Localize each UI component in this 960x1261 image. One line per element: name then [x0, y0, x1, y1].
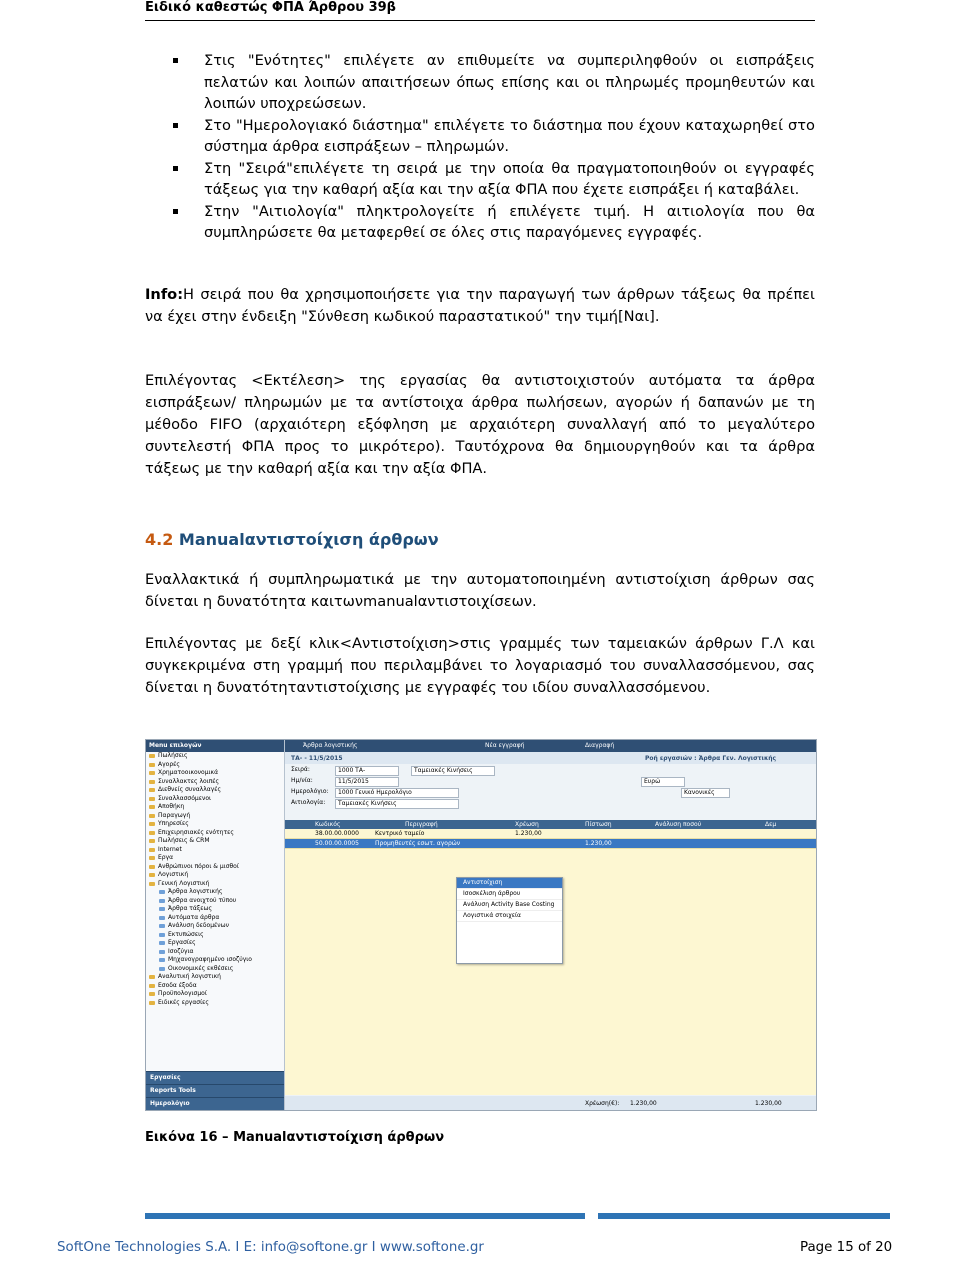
- tree-subitem[interactable]: Οικονομικές εκθέσεις: [146, 965, 284, 974]
- journal-field[interactable]: 1000 Γενικό Ημερολόγιο: [335, 788, 459, 798]
- document-body: [145, 50, 815, 699]
- section-title: Manualαντιστοίχιση άρθρων: [178, 529, 439, 549]
- tree-item[interactable]: Συναλλακτες λοιπές: [146, 778, 284, 787]
- grid-header: Κωδικός Περιγραφή Χρέωση Πίστωση Ανάλυση ποσού Δεμ: [285, 820, 816, 829]
- tree-subitem[interactable]: Εκτυπώσεις: [146, 931, 284, 940]
- record-id: ΤΑ- - 11/5/2015: [291, 755, 343, 762]
- page-header-title: Ειδικό καθεστώς ΦΠΑ Άρθρου 39β: [145, 0, 396, 15]
- menu-sidebar: [146, 740, 285, 1110]
- list-item: Στις "Ενότητες" επιλέγετε αν επιθυμείτε να συμπεριληφθούν οι εισπράξεις πελατών και λοιπών απαιτήσεων όπως επίσης και οι πληρωμές προμηθευτών και λοιπών υποχρεώσεων.: [145, 50, 815, 115]
- reason-field[interactable]: Ταμειακές Κινήσεις: [335, 799, 459, 809]
- delete-button[interactable]: Διαγραφή: [585, 742, 615, 749]
- tree-item[interactable]: Επιχειρησιακές ενότητες: [146, 829, 284, 838]
- context-item-abc[interactable]: Ανάλυση Activity Base Costing: [457, 900, 562, 911]
- tree-item[interactable]: Εργα: [146, 854, 284, 863]
- document-icon: [159, 916, 165, 920]
- list-item: Στην "Αιτιολογία" πληκτρολογείτε ή επιλέγετε τιμή. Η αιτιολογία που θα συμπληρώσετε θα μεταφερθεί σε όλες στις παραγόμενες εγγραφές.: [145, 201, 815, 244]
- document-icon: [159, 967, 165, 971]
- tree-item[interactable]: Αποθήκη: [146, 803, 284, 812]
- info-note: [145, 284, 815, 328]
- record-subheader: [285, 752, 816, 764]
- window-toolbar: [285, 740, 816, 752]
- footer-divider-right: [598, 1213, 890, 1219]
- menu-group-reports[interactable]: Reports Tools: [146, 1084, 284, 1097]
- totals-bar: [285, 1096, 816, 1110]
- folder-icon: [149, 831, 155, 835]
- tree-item[interactable]: Ειδικές εργασίες: [146, 999, 284, 1008]
- tree-subitem[interactable]: Μηχανογραφημένο ισοζύγιο: [146, 956, 284, 965]
- date-field[interactable]: 11/5/2015: [335, 777, 399, 787]
- menu-group-tasks[interactable]: Εργασίες: [146, 1071, 284, 1084]
- folder-icon: [149, 822, 155, 826]
- info-label: Info:: [145, 285, 184, 303]
- context-item-match[interactable]: Αντιστοίχιση: [457, 878, 562, 889]
- tree-item[interactable]: Υπηρεσίες: [146, 820, 284, 829]
- header-divider: [145, 20, 815, 21]
- tree-item[interactable]: Προϋπολογισμοί: [146, 990, 284, 999]
- tree-subitem[interactable]: Ισοζύγια: [146, 948, 284, 957]
- context-item-accounting[interactable]: Λογιστικά στοιχεία: [457, 911, 562, 922]
- tree-item[interactable]: Internet: [146, 846, 284, 855]
- document-icon: [159, 899, 165, 903]
- table-row[interactable]: 38.00.00.0000 Κεντρικό ταμείο 1.230,00: [285, 829, 816, 839]
- section-heading: [145, 530, 815, 549]
- tree-subitem[interactable]: Ανάλυση δεδομένων: [146, 922, 284, 931]
- list-item: Στη "Σειρά"επιλέγετε τη σειρά με την οποία θα πραγματοποιηθούν οι εγγραφές τάξεως για την καθαρή αξία και την αξία ΦΠΑ που έχετε εισπράξει ή καταβάλει.: [145, 158, 815, 201]
- bullet-icon: [173, 209, 178, 214]
- tree-item[interactable]: Εσοδα έξοδα: [146, 982, 284, 991]
- menu-group-calendar[interactable]: Ημερολόγιο: [146, 1097, 284, 1110]
- figure-caption: Εικόνα 16 – Manualαντιστοίχιση άρθρων: [145, 1130, 445, 1145]
- folder-icon: [149, 805, 155, 809]
- tree-item[interactable]: Αναλυτική λογιστική: [146, 973, 284, 982]
- table-row[interactable]: 50.00.00.0005 Προμηθευτές εσωτ. αγορών 1.230,00: [285, 839, 816, 849]
- execute-paragraph: Επιλέγοντας <Εκτέλεση> της εργασίας θα αντιστοιχιστούν αυτόματα τα άρθρα εισπράξεων/ πληρωμών με τα αντίστοιχα άρθρα πωλήσεων, αγορών ή δαπανών με τη μέθοδο FIFO (αρχαιότερη εξόφληση με αρχαιότερη συναλλαγή από το μεγαλύτερο συντελεστή ΦΠΑ προς το μικρότερο). Ταυτόχρονα θα δημιουργηθούν και τα άρθρα τάξεως με την καθαρή αξία και την αξία ΦΠΑ.: [145, 371, 815, 477]
- folder-icon: [149, 992, 155, 996]
- right-click-paragraph: Επιλέγοντας με δεξί κλικ<Αντιστοίχιση>στις γραμμές των ταμειακών άρθρων Γ.Λ και συγκεκριμένα στη γραμμή που περιλαμβάνει το λογαριασμό του συναλλασσόμενου, σας δίνεται η δυνατότηταντιστοίχισης με εγγραφές του ιδίου συναλλασσόμενου.: [145, 634, 815, 696]
- tree-item[interactable]: Παραγωγή: [146, 812, 284, 821]
- menu-title: Menu επιλογών: [146, 740, 284, 752]
- tree-subitem[interactable]: Άρθρα ανοιχτού τύπου: [146, 897, 284, 906]
- tree-subitem[interactable]: Αυτόματα άρθρα: [146, 914, 284, 923]
- folder-icon: [149, 984, 155, 988]
- tree-item[interactable]: Χρηματοοικονομικά: [146, 769, 284, 778]
- new-record-button[interactable]: Νέα εγγραφή: [485, 742, 525, 749]
- tree-subitem[interactable]: Άρθρα τάξεως: [146, 905, 284, 914]
- folder-icon: [149, 788, 155, 792]
- page-number: Page 15 of 20: [800, 1240, 893, 1255]
- debit-total: 1.230,00: [630, 1100, 657, 1107]
- folder-icon: [149, 814, 155, 818]
- tree-item[interactable]: Ανθρώπινοι πόροι & μισθοί: [146, 863, 284, 872]
- bullet-icon: [173, 58, 178, 63]
- document-icon: [159, 941, 165, 945]
- workflow-label: Ροή εργασιών : Άρθρα Γεν. Λογιστικής: [645, 755, 777, 762]
- document-icon: [159, 958, 165, 962]
- footer-company: SoftOne Technologies S.A. I E: info@softone.gr I www.softone.gr: [57, 1240, 484, 1255]
- tree-item[interactable]: Αγορές: [146, 761, 284, 770]
- record-form: Σειρά: 1000 ΤΑ- Ταμειακές Κινήσεις Ημ/νία: 11/5/2015 Ευρώ Ημερολόγιο: 1000 Γενικό Ημερολόγιο Κανονικές Αιτιολογία: Ταμειακές Κινήσεις: [285, 766, 816, 816]
- document-icon: [159, 924, 165, 928]
- context-menu: [456, 877, 563, 964]
- tree-item[interactable]: Συναλλασσόμενοι: [146, 795, 284, 804]
- debit-total-label: Χρέωση(€):: [585, 1100, 620, 1107]
- embedded-screenshot: [145, 739, 817, 1111]
- document-icon: [159, 933, 165, 937]
- folder-icon: [149, 754, 155, 758]
- folder-icon: [149, 848, 155, 852]
- category-field[interactable]: Κανονικές: [681, 788, 730, 798]
- currency-field[interactable]: Ευρώ: [641, 777, 685, 787]
- folder-icon: [149, 865, 155, 869]
- bullet-icon: [173, 166, 178, 171]
- list-item: Στο "Ημερολογιακό διάστημα" επιλέγετε το διάστημα που έχουν καταχωρηθεί στο σύστημα άρθρα εισπράξεων – πληρωμών.: [145, 115, 815, 158]
- menu-bottom-groups: [146, 1071, 284, 1110]
- footer-divider-left: [145, 1213, 585, 1219]
- window-title: Άρθρα λογιστικής: [303, 742, 358, 749]
- tree-item[interactable]: Λογιστική: [146, 871, 284, 880]
- folder-icon: [149, 771, 155, 775]
- document-icon: [159, 890, 165, 894]
- folder-icon: [149, 839, 155, 843]
- folder-icon: [149, 975, 155, 979]
- tree-item[interactable]: Πωλήσεις: [146, 752, 284, 761]
- tree-subitem[interactable]: Εργασίες: [146, 939, 284, 948]
- bullet-icon: [173, 123, 178, 128]
- info-text: Η σειρά που θα χρησιμοποιήσετε για την παραγωγή των άρθρων τάξεως θα πρέπει να έχει στην ένδειξη "Σύνθεση κωδικού παραστατικού" την τιμή[Ναι].: [145, 285, 815, 325]
- tree-subitem[interactable]: Άρθρα λογιστικής: [146, 888, 284, 897]
- folder-icon: [149, 856, 155, 860]
- type-field[interactable]: Ταμειακές Κινήσεις: [411, 766, 495, 776]
- folder-icon: [149, 882, 155, 886]
- tree-item[interactable]: Διεθνείς συναλλαγές: [146, 786, 284, 795]
- instruction-list: [145, 50, 815, 244]
- section-number: 4.2: [145, 529, 174, 549]
- credit-total: 1.230,00: [755, 1100, 782, 1107]
- document-icon: [159, 950, 165, 954]
- context-item-balance[interactable]: Ισοσκέλιση άρθρου: [457, 889, 562, 900]
- tree-item[interactable]: Γενική Λογιστική: [146, 880, 284, 889]
- tree-item[interactable]: Πωλήσεις & CRM: [146, 837, 284, 846]
- document-icon: [159, 907, 165, 911]
- folder-icon: [149, 763, 155, 767]
- folder-icon: [149, 1001, 155, 1005]
- series-field[interactable]: 1000 ΤΑ-: [335, 766, 399, 776]
- folder-icon: [149, 873, 155, 877]
- folder-icon: [149, 780, 155, 784]
- folder-icon: [149, 797, 155, 801]
- manual-intro-paragraph: Εναλλακτικά ή συμπληρωματικά με την αυτοματοποιημένη αντιστοίχιση άρθρων σας δίνεται η δυνατότητα καιτωνmanualαντιστοιχίσεων.: [145, 570, 815, 610]
- menu-tree: [146, 752, 284, 1007]
